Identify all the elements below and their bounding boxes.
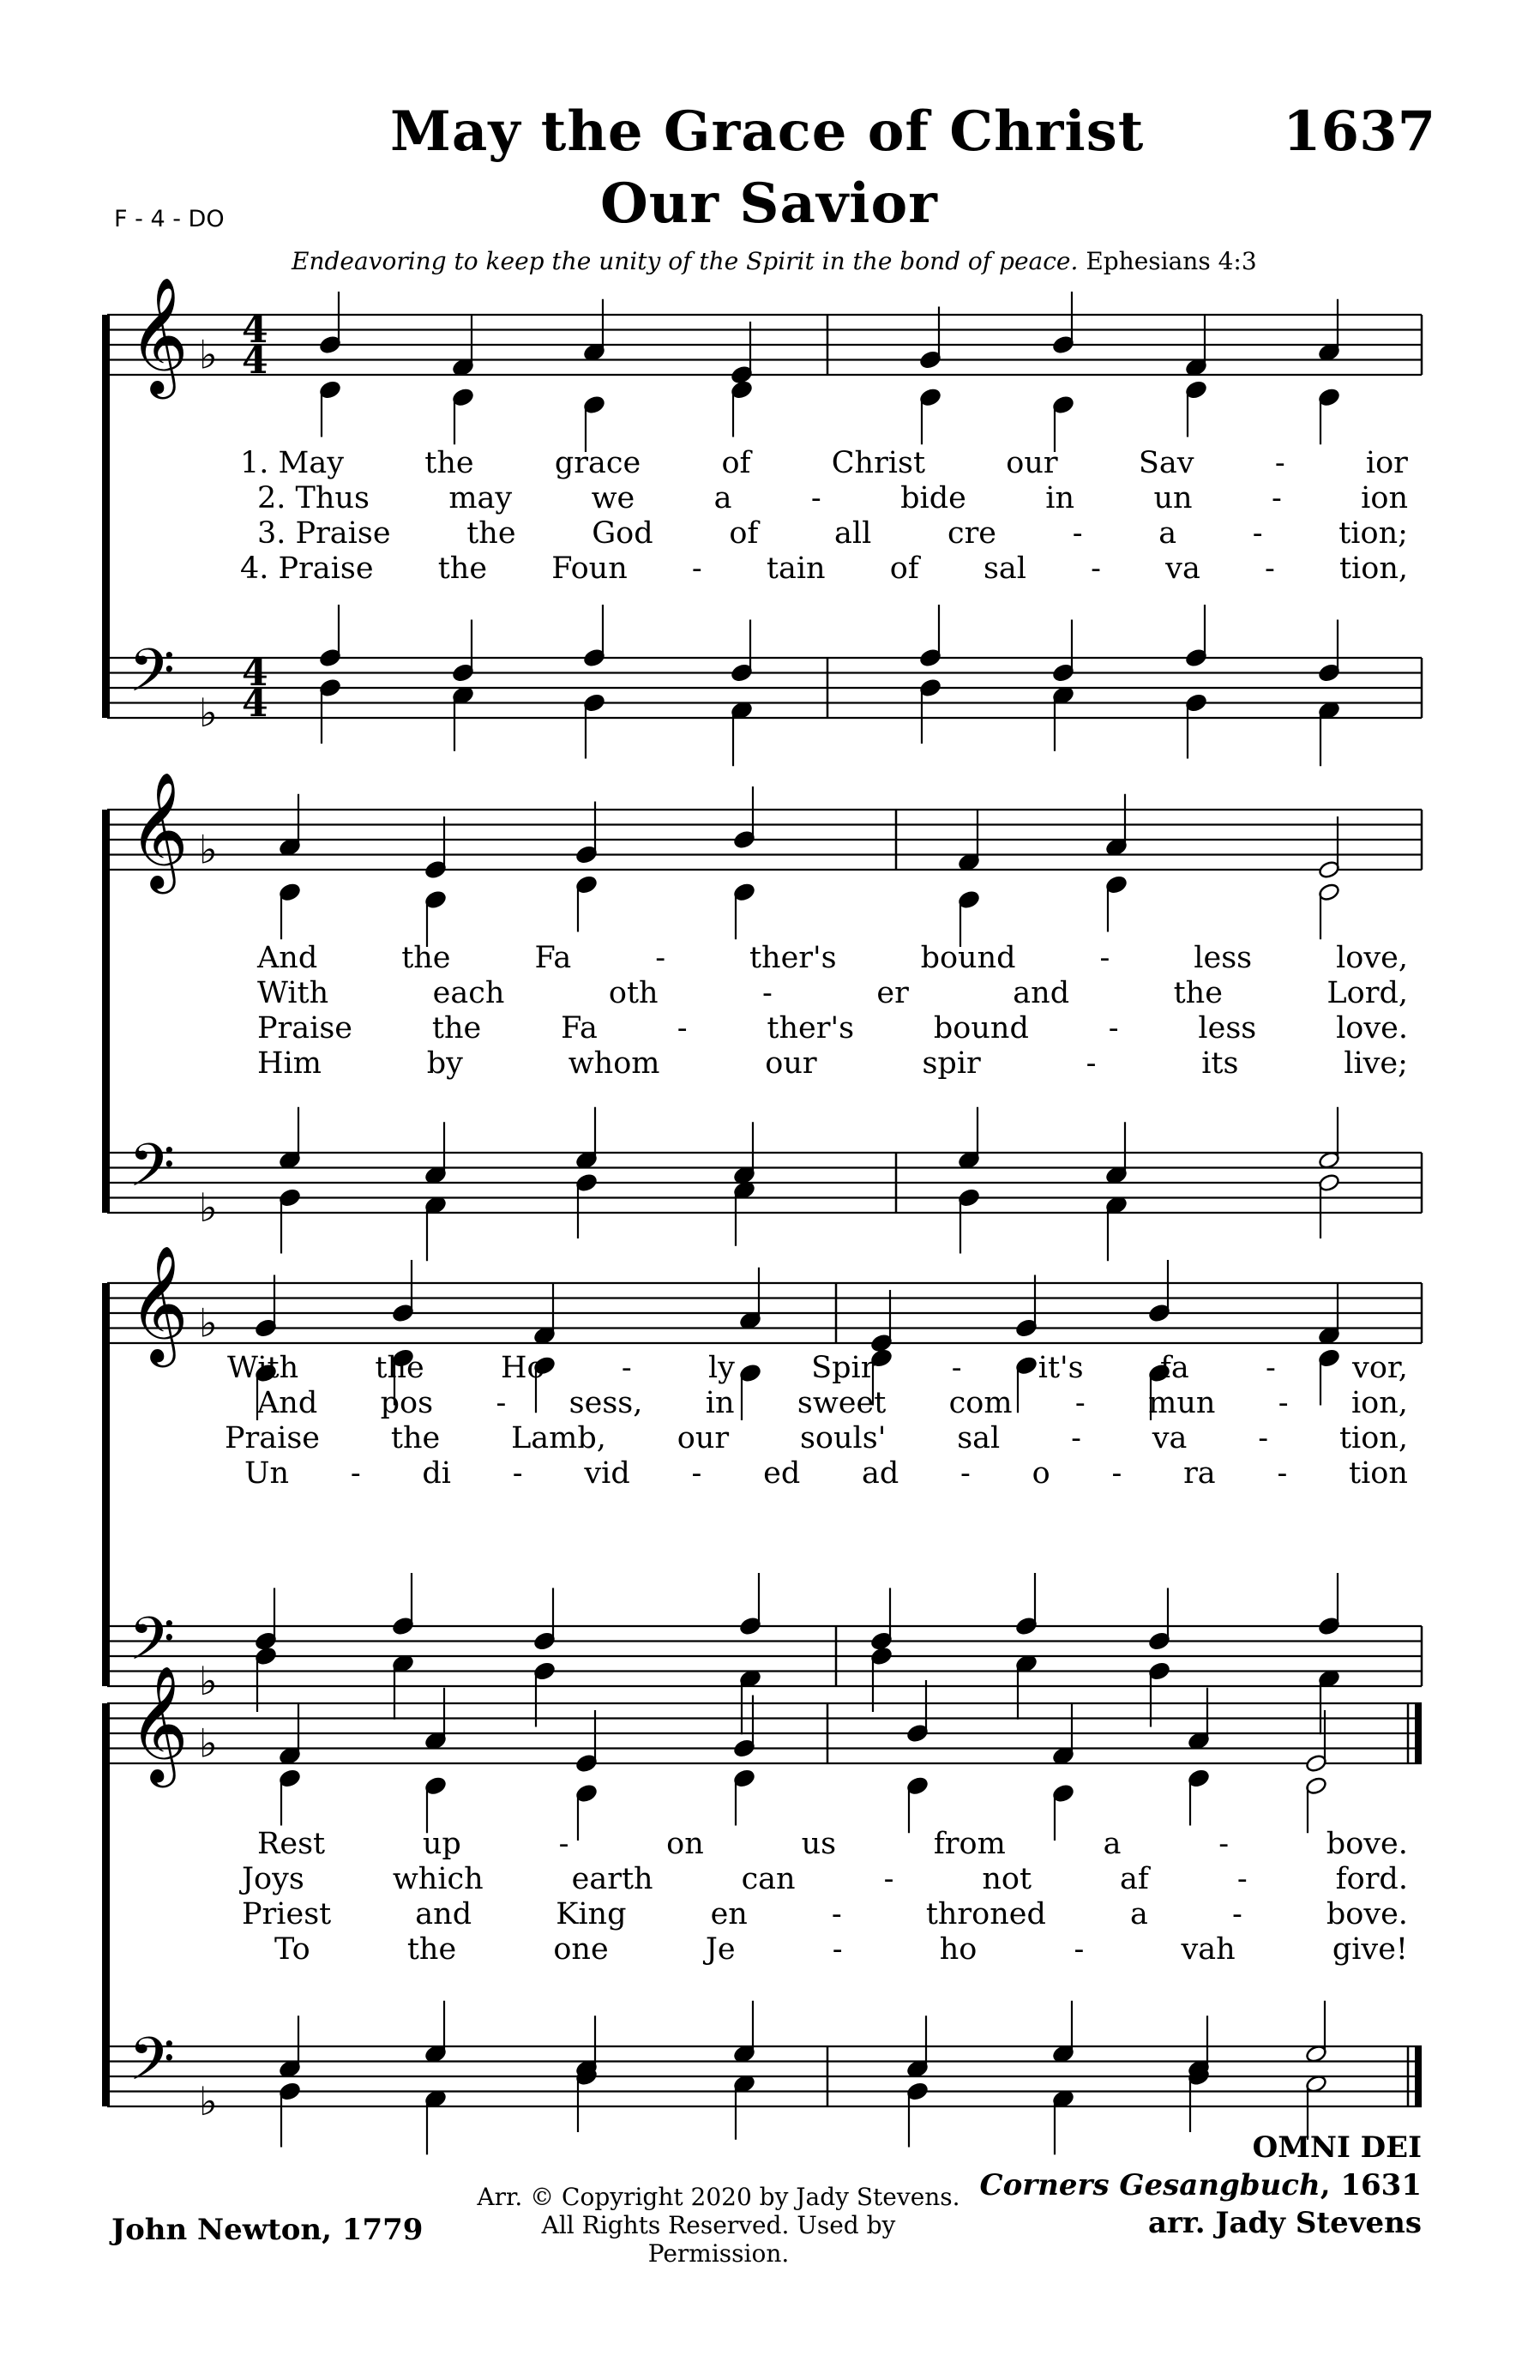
lyric-syllable: Un (244, 1456, 290, 1491)
lyric-syllable: Rest (257, 1827, 326, 1861)
lyric-syllable: - (1074, 1932, 1085, 1967)
lyric-syllable: vor, (1352, 1351, 1408, 1385)
lyric-syllable: bove. (1326, 1827, 1408, 1861)
lyric-syllable: bide (900, 481, 966, 515)
lyric-syllable: - (1264, 551, 1275, 586)
lyric-syllable: it's (1038, 1351, 1084, 1385)
lyric-syllable: And (257, 1386, 318, 1420)
lyric-syllable: - (655, 941, 666, 975)
lyric-syllable: To (274, 1932, 310, 1967)
lyric-syllable: tain (766, 551, 826, 586)
lyric-syllable: Spir (811, 1351, 875, 1385)
lyric-line-verse-3 (225, 1421, 1408, 1455)
lyric-syllable: - (558, 1827, 569, 1861)
treble-clef-icon: 𝄞 (129, 275, 189, 394)
lyric-syllable: us (801, 1827, 837, 1861)
lyric-syllable: love. (1336, 1011, 1408, 1045)
lyric-syllable: Joys (242, 1862, 304, 1896)
lyric-syllable: God (592, 516, 653, 551)
scripture-text: Endeavoring to keep the unity of the Spirit in the bond of peace. (292, 247, 1079, 275)
lyric-line-verse-3 (242, 1897, 1408, 1931)
lyric-syllable: its (1201, 1046, 1239, 1081)
lyric-syllable: Fa (534, 941, 572, 975)
lyric-syllable: less (1198, 1011, 1257, 1045)
lyric-syllable: 3. Praise (257, 516, 391, 551)
lyric-syllable: can (741, 1862, 796, 1896)
hymn-number: 1637 (1283, 99, 1436, 164)
lyric-syllable: Ho (501, 1351, 545, 1385)
lyric-syllable: on (666, 1827, 704, 1861)
lyric-line-verse-1 (240, 446, 1408, 480)
lyric-syllable: tion, (1338, 551, 1408, 586)
lyric-syllable: vid (584, 1456, 630, 1491)
lyric-syllable: With (227, 1351, 299, 1385)
lyric-syllable: of (889, 551, 919, 586)
lyric-syllable: King (556, 1897, 627, 1931)
lyric-syllable: and (415, 1897, 472, 1931)
lyric-syllable: - (621, 1351, 632, 1385)
lyric-syllable: pos (380, 1386, 434, 1420)
lyric-syllable: sal (957, 1421, 1001, 1455)
lyric-syllable: bound (933, 1011, 1029, 1045)
lyric-syllable: throned (925, 1897, 1046, 1931)
lyric-syllable: o (1032, 1456, 1050, 1491)
lyric-syllable: a (1129, 1897, 1148, 1931)
lyric-syllable: Christ (831, 446, 926, 480)
lyric-syllable: 2. Thus (257, 481, 370, 515)
lyric-syllable: the (431, 1011, 482, 1045)
flat-icon: ♭ (199, 1720, 218, 1767)
lyric-syllable: And (257, 941, 318, 975)
copyright-line-2: All Rights Reserved. Used by Permission. (541, 2211, 896, 2268)
hymn-title-line1: May the Grace of Christ (390, 99, 1145, 164)
lyric-syllable: less (1194, 941, 1253, 975)
lyric-syllable: spir (922, 1046, 981, 1081)
lyric-line-verse-3 (257, 516, 1408, 551)
lyric-syllable: up (422, 1827, 461, 1861)
lyric-syllable: which (392, 1862, 484, 1896)
lyric-syllable: - (1108, 1011, 1119, 1045)
lyric-syllable: Him (257, 1046, 322, 1081)
lyric-syllable: - (1072, 516, 1083, 551)
lyric-syllable: va (1152, 1421, 1188, 1455)
flat-icon: ♭ (199, 1658, 218, 1704)
lyric-syllable: - (960, 1456, 971, 1491)
lyric-syllable: - (1091, 551, 1101, 586)
lyric-syllable: we (591, 481, 635, 515)
lyric-syllable: give! (1332, 1932, 1408, 1967)
lyric-syllable: di (422, 1456, 452, 1491)
lyric-syllable: fa (1159, 1351, 1189, 1385)
lyric-syllable: un (1153, 481, 1193, 515)
lyric-syllable: ion (1361, 481, 1408, 515)
system-bracket (102, 1283, 110, 1686)
lyric-syllable: - (1111, 1456, 1122, 1491)
source-title: Corners Gesangbuch (979, 2168, 1320, 2203)
lyric-syllable: ad (862, 1456, 899, 1491)
lyric-syllable: - (1265, 1351, 1276, 1385)
lyric-syllable: Fa (561, 1011, 598, 1045)
lyric-syllable: earth (571, 1862, 653, 1896)
lyric-syllable: - (691, 551, 702, 586)
lyric-syllable: ford. (1335, 1862, 1408, 1896)
lyric-line-verse-4 (257, 1046, 1408, 1081)
lyric-syllable: tion; (1338, 516, 1408, 551)
lyric-syllable: the (1173, 976, 1223, 1010)
lyric-syllable: - (677, 1011, 688, 1045)
copyright-line-1: Arr. © Copyright 2020 by Jady Stevens. (477, 2183, 960, 2211)
system-bracket (102, 810, 110, 1213)
lyric-syllable: tion (1349, 1456, 1408, 1491)
time-signature-top: 4 (242, 651, 268, 695)
lyric-syllable: sess, (568, 1386, 643, 1420)
lyric-syllable: mun (1148, 1386, 1216, 1420)
lyric-syllable: cre (947, 516, 997, 551)
lyric-syllable: af (1120, 1862, 1149, 1896)
lyric-syllable: and (1013, 976, 1070, 1010)
lyric-syllable: 1. May (240, 446, 344, 480)
lyric-syllable: in (1045, 481, 1075, 515)
lyric-syllable: live; (1344, 1046, 1408, 1081)
lyric-syllable: ther's (749, 941, 837, 975)
lyric-syllable: oth (608, 976, 659, 1010)
bass-clef-icon: 𝄢 (129, 1604, 176, 1688)
lyric-line-verse-3 (257, 1011, 1408, 1045)
lyric-syllable: va (1165, 551, 1200, 586)
lyric-syllable: may (448, 481, 513, 515)
lyric-syllable: Foun (551, 551, 628, 586)
lyric-syllable: the (437, 551, 488, 586)
lyric-syllable: whom (568, 1046, 660, 1081)
lyric-syllable: a (1158, 516, 1177, 551)
lyric-syllable: - (883, 1862, 894, 1896)
key-label: F - 4 - DO (114, 206, 225, 232)
lyric-syllable: - (691, 1456, 702, 1491)
lyric-syllable: sal (983, 551, 1026, 586)
treble-clef-icon: 𝄞 (129, 770, 189, 889)
lyric-syllable: - (1074, 1386, 1086, 1420)
lyric-syllable: - (1258, 1421, 1269, 1455)
lyric-syllable: - (762, 976, 773, 1010)
lyric-syllable: - (512, 1456, 523, 1491)
lyric-syllable: - (1099, 941, 1110, 975)
author-credit: John Newton, 1779 (111, 2213, 424, 2247)
lyric-syllable: by (426, 1046, 463, 1081)
time-signature-top: 4 (242, 308, 268, 352)
scripture-reference: Ephesians 4:3 (1086, 247, 1257, 275)
lyric-line-verse-1 (227, 1351, 1408, 1385)
bass-clef-icon: 𝄢 (129, 1130, 176, 1214)
lyric-syllable: - (1278, 1386, 1289, 1420)
lyric-syllable: ior (1365, 446, 1408, 480)
system-bracket (102, 315, 110, 718)
lyric-syllable: ion, (1351, 1386, 1408, 1420)
lyric-syllable: souls' (799, 1421, 887, 1455)
lyric-syllable: a (713, 481, 732, 515)
lyric-syllable: Lord, (1326, 976, 1408, 1010)
lyric-syllable: - (832, 1932, 843, 1967)
lyric-syllable: - (1277, 1456, 1288, 1491)
lyric-syllable: - (951, 1351, 962, 1385)
flat-icon: ♭ (199, 1299, 218, 1347)
lyric-syllable: our (1006, 446, 1058, 480)
bass-clef-icon: 𝄢 (129, 2024, 176, 2108)
lyric-syllable: in (705, 1386, 735, 1420)
lyric-line-verse-4 (274, 1932, 1408, 1967)
lyric-syllable: our (677, 1421, 730, 1455)
lyric-line-verse-4 (240, 551, 1408, 586)
flat-icon: ♭ (199, 690, 218, 736)
lyric-syllable: - (350, 1456, 361, 1491)
lyric-syllable: bound (920, 941, 1016, 975)
lyric-syllable: bove. (1326, 1897, 1408, 1931)
lyric-line-verse-2 (257, 976, 1408, 1010)
flat-icon: ♭ (199, 826, 218, 873)
final-thick-barline (1415, 2046, 1422, 2106)
lyric-syllable: - (810, 481, 821, 515)
lyric-syllable: the (424, 446, 474, 480)
lyric-syllable: love, (1336, 941, 1408, 975)
lyric-syllable: - (1231, 1897, 1242, 1931)
lyric-syllable: sweet (797, 1386, 887, 1420)
lyric-syllable: com (948, 1386, 1013, 1420)
lyric-syllable: - (1086, 1046, 1097, 1081)
lyric-syllable: a (1103, 1827, 1122, 1861)
lyric-syllable: Sav (1138, 446, 1194, 480)
lyric-line-verse-2 (242, 1862, 1408, 1896)
time-signature-bottom: 4 (242, 682, 268, 726)
lyric-syllable: 4. Praise (240, 551, 374, 586)
lyric-syllable: of (729, 516, 759, 551)
final-thick-barline (1415, 1703, 1422, 1763)
treble-clef-icon: 𝄞 (129, 1664, 189, 1782)
lyric-syllable: - (1271, 481, 1282, 515)
lyric-syllable: Praise (225, 1421, 321, 1455)
source-year: , 1631 (1320, 2168, 1422, 2203)
lyric-syllable: en (710, 1897, 748, 1931)
lyric-line-verse-4 (244, 1456, 1408, 1491)
lyric-syllable: - (1236, 1862, 1248, 1896)
hymn-title-line2: Our Savior (600, 172, 938, 236)
bass-clef-icon: 𝄢 (129, 636, 176, 720)
lyric-syllable: - (1071, 1421, 1081, 1455)
copyright-notice (470, 2183, 967, 2268)
lyric-syllable: vah (1181, 1932, 1236, 1967)
lyric-syllable: Praise (257, 1011, 353, 1045)
lyric-syllable: all (834, 516, 872, 551)
lyric-syllable: Lamb, (511, 1421, 606, 1455)
lyric-syllable: ed (763, 1456, 801, 1491)
lyric-syllable: grace (554, 446, 641, 480)
flat-icon: ♭ (199, 331, 218, 378)
lyric-line-verse-1 (257, 1827, 1408, 1861)
tune-source (980, 2166, 1422, 2204)
lyric-syllable: from (933, 1827, 1006, 1861)
lyric-syllable: ho (939, 1932, 978, 1967)
lyric-syllable: er (876, 976, 909, 1010)
lyric-syllable: Je (705, 1932, 736, 1967)
lyric-syllable: not (982, 1862, 1032, 1896)
lyric-syllable: tion, (1338, 1421, 1408, 1455)
lyric-line-verse-2 (257, 481, 1408, 515)
lyric-syllable: of (721, 446, 751, 480)
system-bracket (102, 1703, 110, 2106)
lyric-syllable: the (375, 1351, 424, 1385)
lyric-syllable: With (257, 976, 329, 1010)
lyric-syllable: one (553, 1932, 609, 1967)
lyric-syllable: each (432, 976, 505, 1010)
lyric-syllable: - (1274, 446, 1285, 480)
tune-credits (980, 2129, 1422, 2243)
flat-icon: ♭ (199, 2078, 218, 2124)
time-signature-bottom: 4 (242, 339, 268, 383)
lyric-syllable: Priest (242, 1897, 332, 1931)
lyric-syllable: the (466, 516, 516, 551)
lyric-syllable: ra (1183, 1456, 1216, 1491)
lyric-syllable: - (496, 1386, 507, 1420)
lyric-line-verse-2 (257, 1386, 1408, 1420)
lyric-syllable: our (765, 1046, 817, 1081)
lyric-line-verse-1 (257, 941, 1408, 975)
lyric-syllable: the (406, 1932, 457, 1967)
lyric-syllable: ther's (767, 1011, 855, 1045)
lyric-syllable: - (1218, 1827, 1230, 1861)
arranger-credit: arr. Jady Stevens (1147, 2206, 1422, 2241)
lyric-syllable: the (401, 941, 451, 975)
treble-clef-icon: 𝄞 (129, 1244, 189, 1362)
lyric-syllable: - (1252, 516, 1263, 551)
lyric-syllable: ly (707, 1351, 735, 1385)
lyric-syllable: - (831, 1897, 842, 1931)
tune-name: OMNI DEI (1252, 2130, 1422, 2165)
flat-icon: ♭ (199, 1184, 218, 1231)
lyric-syllable: the (390, 1421, 441, 1455)
